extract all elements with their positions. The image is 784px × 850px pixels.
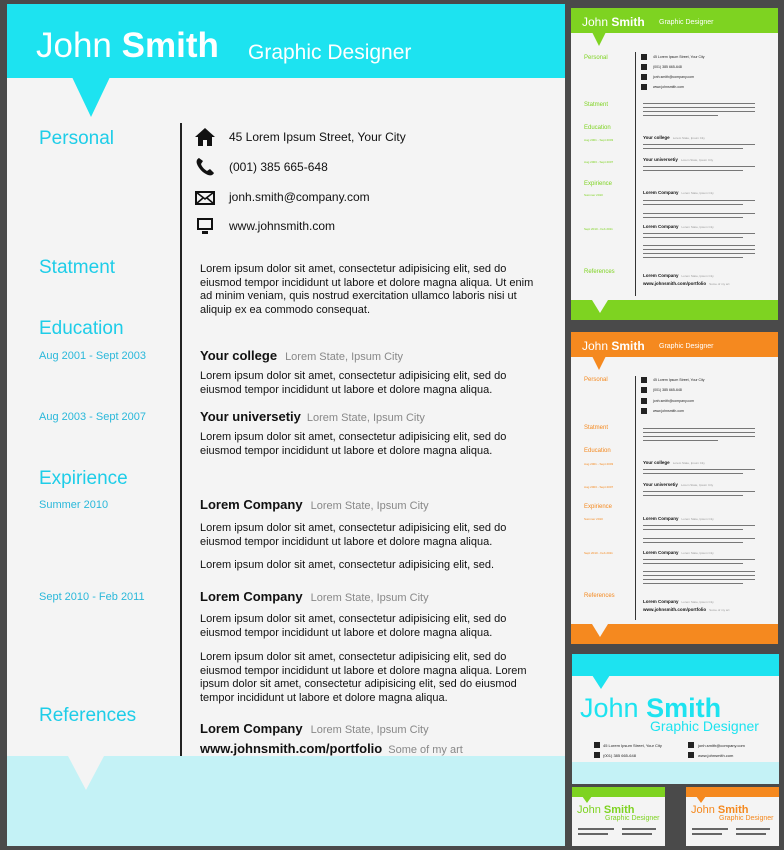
card-job: Graphic Designer [650, 718, 759, 734]
phone-icon [641, 64, 647, 70]
card-top-bar [572, 654, 779, 676]
monitor-icon [688, 752, 694, 758]
text-line [643, 148, 743, 149]
text-line [643, 428, 755, 429]
text-line [643, 538, 755, 539]
monitor-icon [194, 216, 216, 236]
text-line [643, 144, 755, 145]
preview-statement: Statment [584, 425, 609, 431]
card-email: jonh.smith@company.com [698, 743, 745, 748]
envelope-icon [641, 398, 647, 404]
preview-exp-date-2: Sept 2010 - Feb 2011 [584, 551, 613, 555]
preview-exp-title-1: Lorem Company Lorem State, Ipsum City [643, 190, 714, 195]
card-pointer [582, 796, 592, 803]
preview-personal: Personal [584, 55, 608, 61]
section-experience: Expirience [39, 468, 128, 489]
text-line [643, 440, 718, 441]
card-website: www.johnsmith.com [698, 753, 734, 758]
text-line [643, 115, 718, 116]
text-line [692, 828, 728, 830]
preview-edu-title-2: Your universetiy Lorem State, Ipsum City [643, 482, 714, 487]
experience-text-2a: Lorem ipsum dolor sit amet, consectetur adipisicing elit, sed do eiusmod tempor incididunt ut labore et dolore magna aliqua. [200, 613, 507, 639]
preview-website: www.johnsmith.com [653, 409, 684, 413]
section-statement: Statment [39, 257, 116, 278]
education-date-1: Aug 2001 - Sept 2003 [39, 350, 147, 362]
card-phone: (001) 385 665-648 [603, 753, 636, 758]
preview-divider [635, 52, 636, 296]
reference-portfolio: www.johnsmith.com/portfolio Some of my art [200, 741, 463, 756]
text-line [643, 217, 743, 218]
section-references: References [39, 705, 137, 726]
resume-main-sheet [7, 4, 565, 846]
home-icon [594, 742, 600, 748]
preview-exp-date-1: Summer 2010 [584, 193, 603, 197]
preview-edu-date-1: Aug 2001 - Sept 2003 [584, 462, 614, 466]
text-line [643, 245, 755, 246]
home-icon [641, 377, 647, 383]
experience-date-1: Summer 2010 [39, 499, 109, 511]
text-line [578, 828, 614, 830]
preview-education: Education [584, 448, 611, 454]
text-line [643, 249, 755, 250]
preview-address: 45 Lorem Ipsum Street, Your City [653, 55, 705, 59]
preview-edu-title-1: Your college Lorem State, Ipsum City [643, 135, 705, 140]
text-line [643, 111, 755, 112]
phone-icon [594, 752, 600, 758]
job-title: Graphic Designer [248, 41, 412, 64]
text-line [622, 833, 652, 835]
preview-address: 45 Lorem Ipsum Street, Your City [653, 378, 705, 382]
phone-icon [641, 387, 647, 393]
text-line [692, 833, 722, 835]
contact-email: jonh.smith@company.com [229, 190, 370, 204]
section-education: Education [39, 318, 124, 339]
text-line [643, 575, 755, 576]
experience-date-2: Sept 2010 - Feb 2011 [39, 591, 145, 603]
preview-edu-date-2: Aug 2003 - Sept 2007 [584, 160, 614, 164]
preview-ref-title: Lorem Company Lorem State, Ipsum City [643, 273, 714, 278]
reference-title: Lorem Company Lorem State, Ipsum City [200, 721, 429, 736]
preview-pointer-green [592, 32, 606, 46]
header-pointer [72, 77, 110, 117]
preview-references: References [584, 593, 615, 599]
business-card-green [572, 787, 665, 846]
preview-exp-title-2: Lorem Company Lorem State, Ipsum City [643, 550, 714, 555]
monitor-icon [641, 84, 647, 90]
text-line [643, 473, 743, 474]
text-line [736, 833, 766, 835]
education-text-2: Lorem ipsum dolor sit amet, consectetur adipisicing elit, sed do eiusmod tempor incididunt ut labore et dolore magna aliqua. [200, 431, 507, 457]
preview-name-orange: John Smith [582, 339, 645, 353]
resume-preview-green [571, 8, 778, 320]
text-line [643, 213, 755, 214]
envelope-icon [194, 188, 216, 208]
preview-website: www.johnsmith.com [653, 85, 684, 89]
preview-edu-date-1: Aug 2001 - Sept 2003 [584, 138, 614, 142]
preview-job-green: Graphic Designer [659, 19, 714, 26]
preview-exp-title-2: Lorem Company Lorem State, Ipsum City [643, 224, 714, 229]
text-line [643, 436, 755, 437]
phone-icon [194, 157, 216, 177]
text-line [643, 559, 755, 560]
text-line [643, 571, 755, 572]
preview-personal: Personal [584, 377, 608, 383]
experience-text-2b: Lorem ipsum dolor sit amet, consectetur adipisicing elit, sed do eiusmod tempor incididunt ut labore et dolore magna aliqua. Lorem ipsum dolor sit amet, consectetur adipisicing elit, sed do eiusmod tempor incididunt ut labore et dolore magna aliqua. [200, 651, 527, 704]
home-icon [194, 127, 216, 147]
preview-email: jonh.smith@company.com [653, 75, 695, 79]
text-line [643, 233, 755, 234]
text-line [643, 495, 743, 496]
preview-exp-date-2: Sept 2010 - Feb 2011 [584, 227, 613, 231]
text-line [643, 200, 755, 201]
experience-text-1a: Lorem ipsum dolor sit amet, consectetur adipisicing elit, sed do eiusmod tempor incididunt ut labore et dolore magna aliqua. [200, 522, 507, 548]
text-line [643, 542, 743, 543]
preview-phone: (001) 385 665-648 [653, 388, 682, 392]
experience-title-2: Lorem Company Lorem State, Ipsum City [200, 589, 429, 604]
preview-ref-url: www.johnsmith.com/portfolio Some of my art [643, 607, 730, 612]
text-line [643, 166, 755, 167]
resume-preview-orange [571, 332, 778, 644]
card-name: John Smith [691, 804, 749, 816]
education-date-2: Aug 2003 - Sept 2007 [39, 411, 147, 423]
preview-exp-date-1: Summer 2010 [584, 517, 603, 521]
text-line [578, 833, 608, 835]
text-line [643, 491, 755, 492]
card-name: John Smith [580, 693, 722, 723]
card-job: Graphic Designer [605, 815, 660, 822]
section-personal: Personal [39, 128, 114, 149]
card-name: John Smith [577, 804, 635, 816]
card-job: Graphic Designer [719, 815, 774, 822]
preview-job-orange: Graphic Designer [659, 343, 714, 350]
text-line [643, 563, 743, 564]
preview-ref-url: www.johnsmith.com/portfolio Some of my art [643, 281, 730, 286]
envelope-icon [641, 74, 647, 80]
envelope-icon [688, 742, 694, 748]
preview-email: jonh.smith@company.com [653, 399, 695, 403]
education-title-1: Your college Lorem State, Ipsum City [200, 348, 404, 363]
preview-exp-title-1: Lorem Company Lorem State, Ipsum City [643, 516, 714, 521]
text-line [643, 579, 755, 580]
text-line [622, 828, 656, 830]
text-line [736, 828, 770, 830]
footer-notch [68, 756, 104, 790]
text-line [643, 204, 743, 205]
card-pointer [592, 675, 610, 689]
text-line [643, 529, 743, 530]
text-line [643, 107, 755, 108]
monitor-icon [641, 408, 647, 414]
preview-pointer-orange [592, 356, 606, 370]
preview-experience: Expirience [584, 181, 613, 187]
education-title-2: Your universetiy Lorem State, Ipsum City [200, 409, 425, 424]
preview-divider [635, 376, 636, 620]
business-card-cyan [572, 654, 779, 784]
preview-edu-title-2: Your universetiy Lorem State, Ipsum City [643, 157, 714, 162]
preview-education: Education [584, 125, 611, 131]
preview-footer-notch [592, 300, 608, 313]
text-line [643, 253, 755, 254]
text-line [643, 583, 743, 584]
experience-text-1b: Lorem ipsum dolor sit amet, consectetur adipisicing elit, sed. [200, 559, 495, 571]
text-line [643, 170, 743, 171]
text-line [643, 469, 755, 470]
text-line [643, 257, 743, 258]
card-pointer [696, 796, 706, 803]
preview-ref-title: Lorem Company Lorem State, Ipsum City [643, 599, 714, 604]
business-card-orange [686, 787, 779, 846]
full-name: John Smith [36, 26, 219, 65]
text-line [643, 237, 743, 238]
text-line [643, 525, 755, 526]
card-footer [572, 762, 779, 784]
experience-title-1: Lorem Company Lorem State, Ipsum City [200, 497, 429, 512]
preview-name-green: John Smith [582, 15, 645, 29]
preview-references: References [584, 269, 615, 275]
contact-address: 45 Lorem Ipsum Street, Your City [229, 130, 406, 144]
text-line [643, 432, 755, 433]
text-line [643, 103, 755, 104]
statement-text: Lorem ipsum dolor sit amet, consectetur adipisicing elit, sed do eiusmod tempor incididunt ut labore et dolore magna aliqua. Ut enim ad minim veniam, quis nostrud exercitation ullamco laboris nisi ut aliquip ex ea commodo consequat. [200, 263, 534, 316]
education-text-1: Lorem ipsum dolor sit amet, consectetur adipisicing elit, sed do eiusmod tempor incididunt ut labore et dolore magna aliqua. [200, 370, 507, 396]
preview-phone: (001) 385 665-648 [653, 65, 682, 69]
preview-edu-title-1: Your college Lorem State, Ipsum City [643, 460, 705, 465]
preview-edu-date-2: Aug 2003 - Sept 2007 [584, 485, 614, 489]
contact-phone: (001) 385 665-648 [229, 160, 328, 174]
preview-statement: Statment [584, 102, 609, 108]
card-address: 45 Lorem Ipsum Street, Your City [603, 743, 662, 748]
column-divider [180, 123, 182, 763]
preview-experience: Expirience [584, 504, 613, 510]
home-icon [641, 54, 647, 60]
contact-website: www.johnsmith.com [229, 219, 336, 233]
preview-footer-notch [592, 624, 608, 637]
